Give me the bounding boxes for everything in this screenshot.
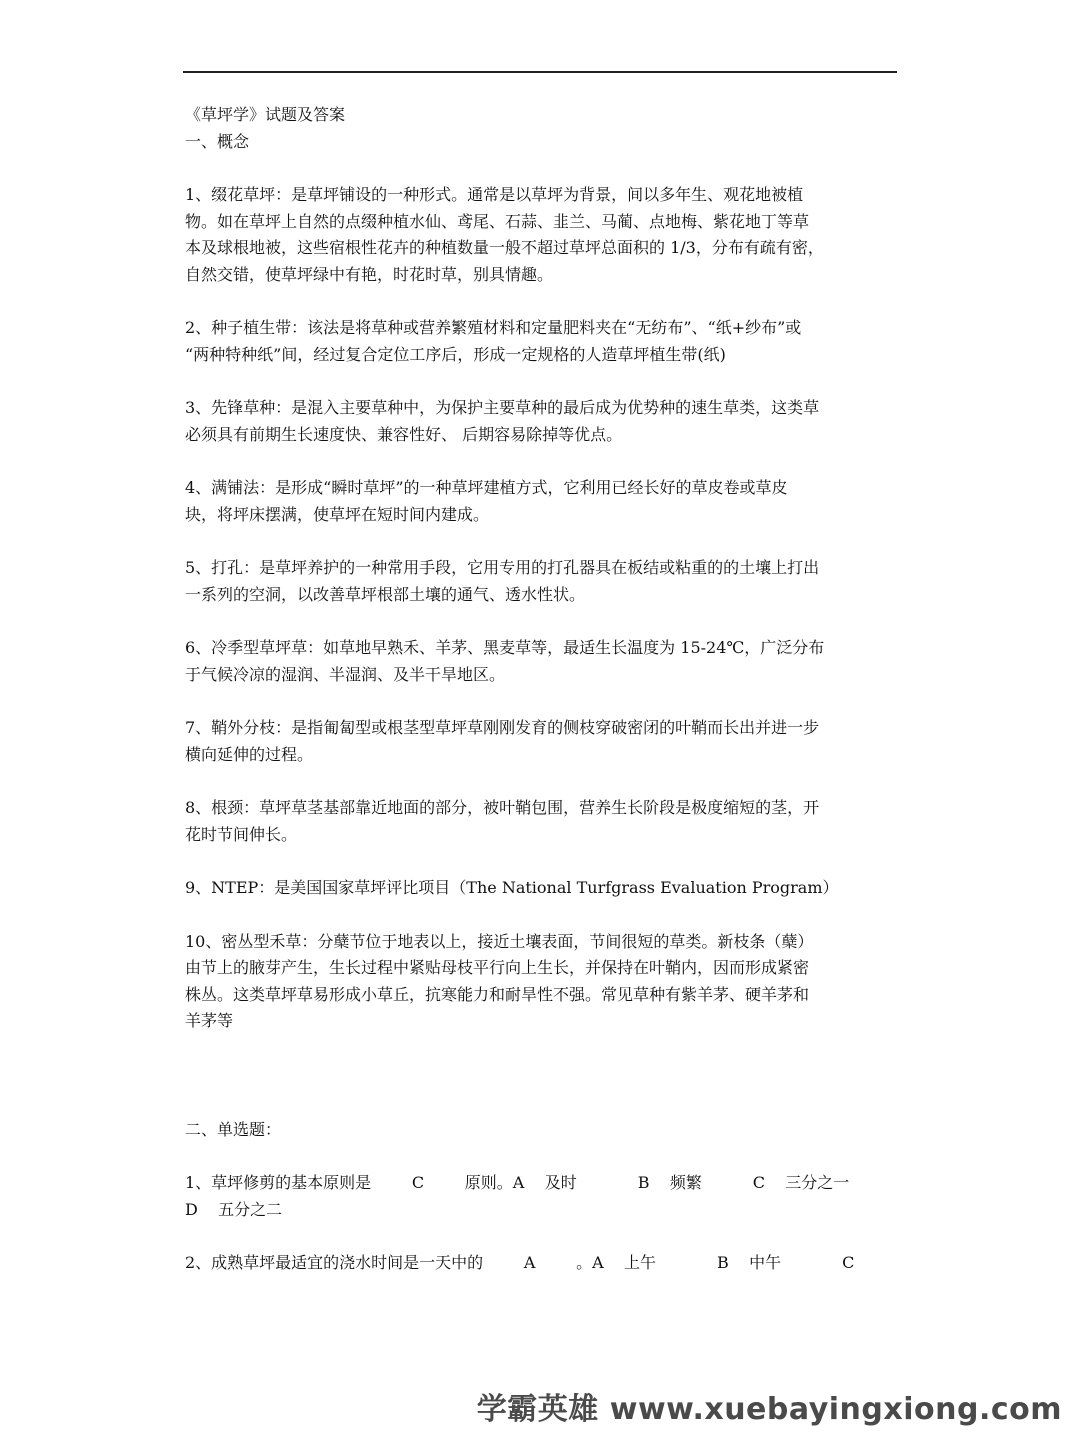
definition-10 <box>185 929 900 1035</box>
text-line: 7、鞘外分枝：是指匍匐型或根茎型草坪草刚刚发育的侧枝穿破密闭的叶鞘而长出并进一步 <box>185 718 820 737</box>
definition-4 <box>185 475 900 528</box>
text-line: 9、NTEP：是美国国家草坪评比项目（The National Turfgrass Evaluation Program） <box>185 878 839 897</box>
text-line: 4、满铺法：是形成“瞬时草坪”的一种草坪建植方式，它利用已经长好的草皮卷或草皮 <box>185 478 788 497</box>
text-line: 1、缀花草坪：是草坪铺设的一种形式。通常是以草坪为背景，间以多年生、观花地被植 <box>185 185 804 204</box>
document-title: 《草坪学》试题及答案 <box>185 105 346 124</box>
text-line: 3、先锋草种：是混入主要草种中，为保护主要草种的最后成为优势种的速生草类，这类草 <box>185 398 820 417</box>
header-rule <box>183 71 897 73</box>
section-heading-concepts: 一、概念 <box>185 131 250 151</box>
definition-3 <box>185 395 900 448</box>
text-line: 由节上的腋芽产生，生长过程中紧贴母枝平行向上生长，并保持在叶鞘内，因而形成紧密 <box>185 958 810 977</box>
text-line: 1、草坪修剪的基本原则是 C 原则。A 及时 B 频繁 C 三分之一 <box>185 1173 850 1192</box>
text-line: 8、根颈：草坪草茎基部靠近地面的部分，被叶鞘包围，营养生长阶段是极度缩短的茎，开 <box>185 798 820 817</box>
text-line: 羊茅等 <box>185 1011 234 1030</box>
text-line: D 五分之二 <box>185 1199 283 1219</box>
text-line: 块，将坪床摆满，使草坪在短时间内建成。 <box>185 504 490 524</box>
definition-7 <box>185 715 900 768</box>
text-line: 2、种子植生带：该法是将草种或营养繁殖材料和定量肥料夹在“无纺布”、“纸+纱布”或 <box>185 318 802 337</box>
text-line: 花时节间伸长。 <box>185 824 298 844</box>
question-1 <box>185 1170 900 1223</box>
text-line: “两种特种纸”间，经过复合定位工序后，形成一定规格的人造草坪植生带(纸) <box>185 344 726 364</box>
definition-1 <box>185 182 900 288</box>
text-line: 10、密丛型禾草：分蘖节位于地表以上，接近土壤表面，节间很短的草类。新枝条（蘖） <box>185 931 814 951</box>
definition-8 <box>185 795 900 848</box>
text-line: 株丛。这类草坪草易形成小草丘，抗寒能力和耐旱性不强。常见草种有紫羊茅、硬羊茅和 <box>185 984 810 1004</box>
text-line: 于气候冷凉的湿润、半湿润、及半干旱地区。 <box>185 664 506 684</box>
document-body <box>185 102 900 1277</box>
definition-6 <box>185 635 900 688</box>
definition-5 <box>185 555 900 608</box>
text-line: 横向延伸的过程。 <box>185 744 314 764</box>
text-line: 6、冷季型草坪草：如草地早熟禾、羊茅、黑麦草等，最适生长温度为 15-24℃，广泛分布 <box>185 638 825 657</box>
site-watermark: 学霸英雄 www.xuebayingxiong.com <box>476 1392 1062 1427</box>
text-line: 5、打孔：是草坪养护的一种常用手段，它用专用的打孔器具在板结或粘重的的土壤上打出 <box>185 558 820 577</box>
text-line: 本及球根地被，这些宿根性花卉的种植数量一般不超过草坪总面积的 1/3，分布有疏有密， <box>185 238 824 257</box>
definition-9 <box>185 875 900 902</box>
spacer <box>185 1035 900 1117</box>
definition-2 <box>185 315 900 368</box>
text-line: 必须具有前期生长速度快、兼容性好、 后期容易除掉等优点。 <box>185 424 623 444</box>
text-line: 自然交错，使草坪绿中有艳，时花时草，别具情趣。 <box>185 264 554 284</box>
text-line: 物。如在草坪上自然的点缀种植水仙、鸢尾、石蒜、韭兰、马蔺、点地梅、紫花地丁等草 <box>185 211 810 231</box>
text-line: 一系列的空洞，以改善草坪根部土壤的通气、透水性状。 <box>185 584 586 604</box>
question-2 <box>185 1250 900 1277</box>
text-line: 2、成熟草坪最适宜的浇水时间是一天中的 A 。A 上午 B 中午 C <box>185 1253 855 1272</box>
section-heading-single-choice: 二、单选题： <box>185 1119 282 1139</box>
